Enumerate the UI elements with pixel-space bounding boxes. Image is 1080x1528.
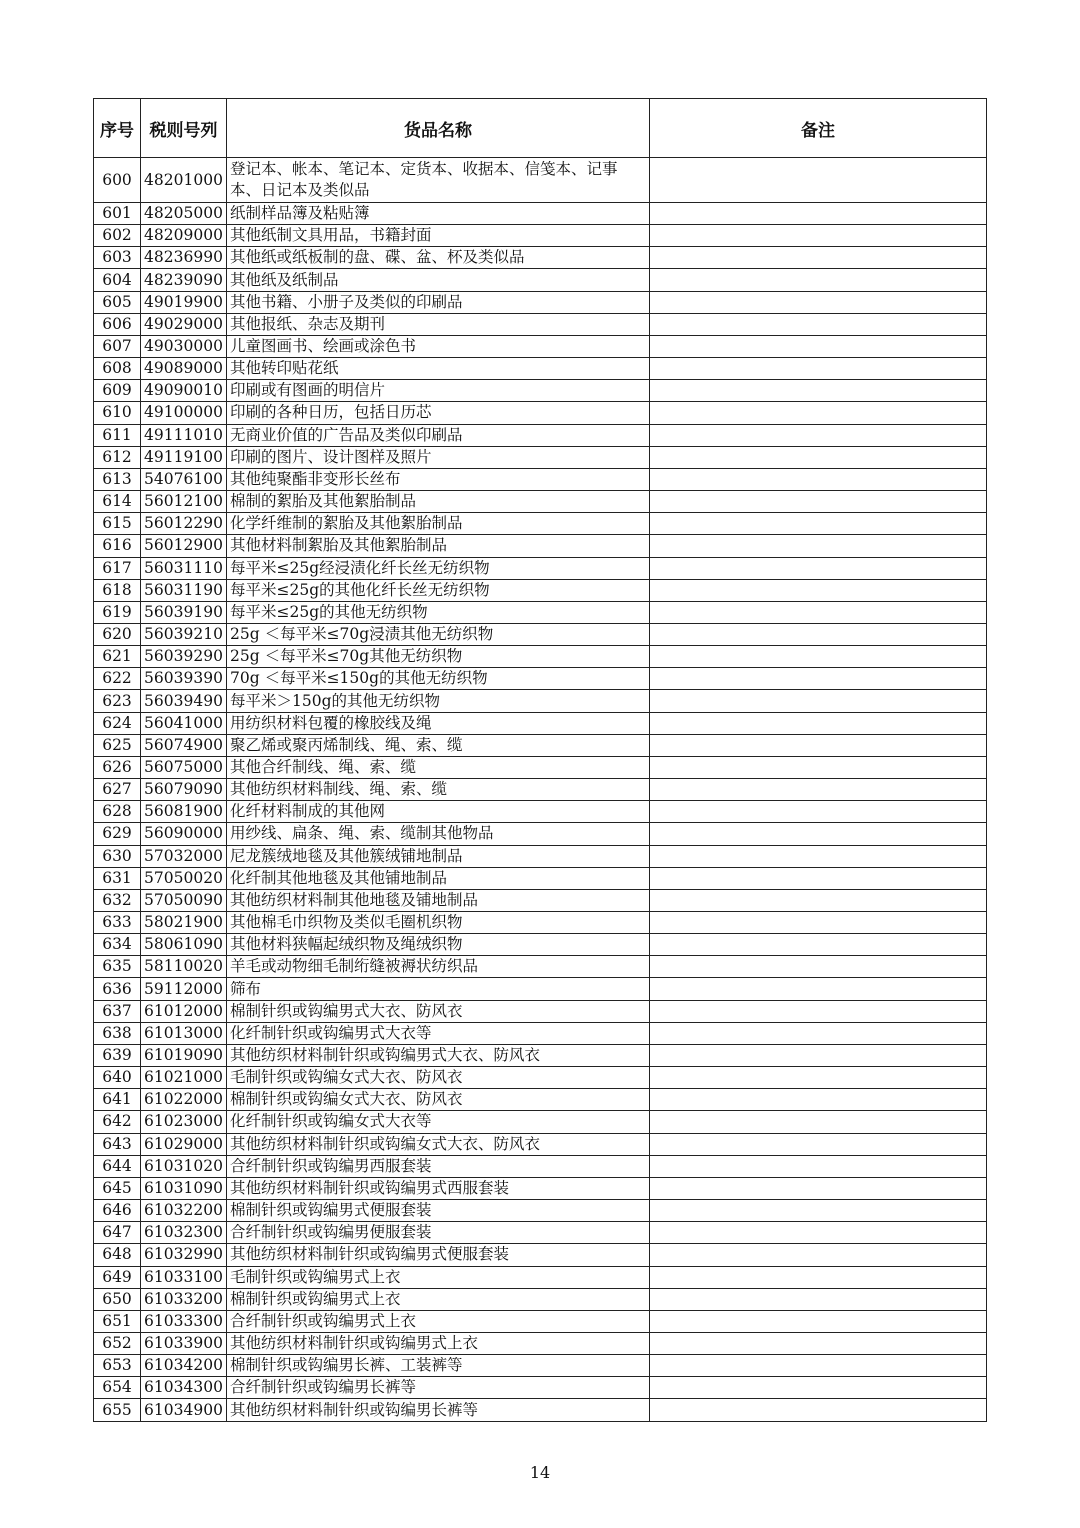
goods-name-cell: 聚乙烯或聚丙烯制线、绳、索、缆 [227, 734, 650, 756]
goods-name-cell: 儿童图画书、绘画或涂色书 [227, 335, 650, 357]
goods-name-cell: 每平米≤25g的其他化纤长丝无纺织物 [227, 579, 650, 601]
remarks-cell [650, 1111, 987, 1133]
goods-name-cell: 筛布 [227, 978, 650, 1000]
table-row [94, 690, 987, 712]
table-row [94, 225, 987, 247]
tariff-code-cell: 61033300 [141, 1310, 227, 1332]
serial-number-cell: 617 [94, 557, 141, 579]
remarks-cell [650, 358, 987, 380]
tariff-code-cell: 58110020 [141, 956, 227, 978]
goods-name-cell: 其他纺织材料制针织或钩编男式大衣、防风衣 [227, 1044, 650, 1066]
goods-name-cell: 印刷或有图画的明信片 [227, 380, 650, 402]
table-row [94, 446, 987, 468]
tariff-code-cell: 56074900 [141, 734, 227, 756]
table-row [94, 712, 987, 734]
goods-name-cell: 无商业价值的广告品及类似印刷品 [227, 424, 650, 446]
serial-number-cell: 606 [94, 313, 141, 335]
header-goods-name: 货品名称 [227, 99, 650, 158]
goods-name-cell: 其他纸制文具用品，书籍封面 [227, 225, 650, 247]
serial-number-cell: 626 [94, 756, 141, 778]
remarks-cell [650, 291, 987, 313]
goods-name-cell: 用纱线、扁条、绳、索、缆制其他物品 [227, 823, 650, 845]
table-row [94, 1044, 987, 1066]
remarks-cell [650, 668, 987, 690]
table-row [94, 1067, 987, 1089]
goods-name-cell: 其他纺织材料制针织或钩编男式上衣 [227, 1332, 650, 1354]
remarks-cell [650, 978, 987, 1000]
table-row [94, 912, 987, 934]
tariff-code-cell: 58021900 [141, 912, 227, 934]
header-tariff-code: 税则号列 [141, 99, 227, 158]
goods-name-cell: 羊毛或动物细毛制绗缝被褥状纺织品 [227, 956, 650, 978]
goods-name-cell: 化纤制针织或钩编男式大衣等 [227, 1022, 650, 1044]
table-row [94, 424, 987, 446]
goods-name-cell: 其他材料狭幅起绒织物及绳绒织物 [227, 934, 650, 956]
tariff-code-cell: 56081900 [141, 801, 227, 823]
remarks-cell [650, 1355, 987, 1377]
table-row [94, 1111, 987, 1133]
goods-name-cell: 25g ＜每平米≤70g其他无纺织物 [227, 646, 650, 668]
tariff-code-cell: 54076100 [141, 468, 227, 490]
tariff-code-cell: 61031020 [141, 1155, 227, 1177]
goods-name-cell: 棉制针织或钩编男式便服套装 [227, 1200, 650, 1222]
table-row [94, 358, 987, 380]
page-number: 14 [529, 1463, 551, 1482]
serial-number-cell: 633 [94, 912, 141, 934]
goods-name-cell: 毛制针织或钩编男式上衣 [227, 1266, 650, 1288]
goods-name-cell: 其他棉毛巾织物及类似毛圈机织物 [227, 912, 650, 934]
tariff-code-cell: 61034900 [141, 1399, 227, 1421]
serial-number-cell: 632 [94, 889, 141, 911]
goods-table [93, 98, 987, 1422]
serial-number-cell: 610 [94, 402, 141, 424]
remarks-cell [650, 623, 987, 645]
goods-name-cell: 其他转印贴花纸 [227, 358, 650, 380]
tariff-code-cell: 61012000 [141, 1000, 227, 1022]
table-row [94, 1266, 987, 1288]
serial-number-cell: 630 [94, 845, 141, 867]
goods-name-cell: 纸制样品簿及粘贴簿 [227, 203, 650, 225]
tariff-code-cell: 56039190 [141, 601, 227, 623]
goods-name-cell: 每平米≤25g的其他无纺织物 [227, 601, 650, 623]
serial-number-cell: 654 [94, 1377, 141, 1399]
serial-number-cell: 622 [94, 668, 141, 690]
serial-number-cell: 642 [94, 1111, 141, 1133]
remarks-cell [650, 557, 987, 579]
remarks-cell [650, 468, 987, 490]
remarks-cell [650, 823, 987, 845]
table-row [94, 1222, 987, 1244]
remarks-cell [650, 247, 987, 269]
table-row [94, 1332, 987, 1354]
serial-number-cell: 625 [94, 734, 141, 756]
serial-number-cell: 638 [94, 1022, 141, 1044]
table-row [94, 934, 987, 956]
remarks-cell [650, 1244, 987, 1266]
serial-number-cell: 648 [94, 1244, 141, 1266]
goods-name-cell: 其他纺织材料制针织或钩编男长裤等 [227, 1399, 650, 1421]
goods-name-cell: 棉制的絮胎及其他絮胎制品 [227, 491, 650, 513]
table-row [94, 734, 987, 756]
table-row [94, 468, 987, 490]
tariff-code-cell: 49030000 [141, 335, 227, 357]
remarks-cell [650, 912, 987, 934]
tariff-code-cell: 49090010 [141, 380, 227, 402]
serial-number-cell: 600 [94, 158, 141, 203]
goods-name-cell: 化纤制针织或钩编女式大衣等 [227, 1111, 650, 1133]
tariff-code-cell: 48236990 [141, 247, 227, 269]
goods-name-cell: 其他纸及纸制品 [227, 269, 650, 291]
tariff-code-cell: 57050090 [141, 889, 227, 911]
goods-name-cell: 其他材料制絮胎及其他絮胎制品 [227, 535, 650, 557]
remarks-cell [650, 712, 987, 734]
table-row [94, 313, 987, 335]
remarks-cell [650, 1288, 987, 1310]
goods-name-cell: 棉制针织或钩编男式上衣 [227, 1288, 650, 1310]
serial-number-cell: 653 [94, 1355, 141, 1377]
table-row [94, 1133, 987, 1155]
remarks-cell [650, 158, 987, 203]
serial-number-cell: 618 [94, 579, 141, 601]
table-row [94, 1399, 987, 1421]
tariff-code-cell: 61034200 [141, 1355, 227, 1377]
remarks-cell [650, 446, 987, 468]
serial-number-cell: 609 [94, 380, 141, 402]
table-row [94, 867, 987, 889]
goods-name-cell: 其他合纤制线、绳、索、缆 [227, 756, 650, 778]
serial-number-cell: 636 [94, 978, 141, 1000]
remarks-cell [650, 1044, 987, 1066]
serial-number-cell: 602 [94, 225, 141, 247]
tariff-code-cell: 56031190 [141, 579, 227, 601]
table-row [94, 158, 987, 203]
tariff-code-cell: 61019090 [141, 1044, 227, 1066]
goods-name-cell: 合纤制针织或钩编男便服套装 [227, 1222, 650, 1244]
serial-number-cell: 639 [94, 1044, 141, 1066]
table-row [94, 978, 987, 1000]
remarks-cell [650, 1000, 987, 1022]
goods-name-cell: 其他纺织材料制针织或钩编男式西服套装 [227, 1177, 650, 1199]
tariff-code-cell: 57032000 [141, 845, 227, 867]
remarks-cell [650, 956, 987, 978]
table-row [94, 1288, 987, 1310]
serial-number-cell: 652 [94, 1332, 141, 1354]
goods-name-cell: 尼龙簇绒地毯及其他簇绒铺地制品 [227, 845, 650, 867]
table-row [94, 646, 987, 668]
tariff-code-cell: 56039390 [141, 668, 227, 690]
remarks-cell [650, 491, 987, 513]
tariff-code-cell: 61033100 [141, 1266, 227, 1288]
goods-name-cell: 印刷的各种日历，包括日历芯 [227, 402, 650, 424]
table-row [94, 845, 987, 867]
remarks-cell [650, 1089, 987, 1111]
goods-name-cell: 每平米≤25g经浸渍化纤长丝无纺织物 [227, 557, 650, 579]
remarks-cell [650, 1222, 987, 1244]
remarks-cell [650, 1067, 987, 1089]
serial-number-cell: 629 [94, 823, 141, 845]
serial-number-cell: 635 [94, 956, 141, 978]
tariff-code-cell: 61031090 [141, 1177, 227, 1199]
remarks-cell [650, 1332, 987, 1354]
goods-name-cell: 其他纯聚酯非变形长丝布 [227, 468, 650, 490]
tariff-code-cell: 48201000 [141, 158, 227, 203]
goods-name-cell: 其他纺织材料制针织或钩编男式便服套装 [227, 1244, 650, 1266]
remarks-cell [650, 1177, 987, 1199]
tariff-code-cell: 56075000 [141, 756, 227, 778]
table-row [94, 513, 987, 535]
remarks-cell [650, 225, 987, 247]
serial-number-cell: 651 [94, 1310, 141, 1332]
serial-number-cell: 615 [94, 513, 141, 535]
goods-name-cell: 其他书籍、小册子及类似的印刷品 [227, 291, 650, 313]
goods-name-cell: 毛制针织或钩编女式大衣、防风衣 [227, 1067, 650, 1089]
goods-name-cell: 登记本、帐本、笔记本、定货本、收据本、信笺本、记事本、日记本及类似品 [227, 158, 650, 203]
table-row [94, 1089, 987, 1111]
table-row [94, 1000, 987, 1022]
tariff-code-cell: 56041000 [141, 712, 227, 734]
table-row [94, 756, 987, 778]
tariff-code-cell: 58061090 [141, 934, 227, 956]
tariff-code-cell: 61021000 [141, 1067, 227, 1089]
table-row [94, 1177, 987, 1199]
remarks-cell [650, 269, 987, 291]
serial-number-cell: 623 [94, 690, 141, 712]
goods-name-cell: 其他纸或纸板制的盘、碟、盆、杯及类似品 [227, 247, 650, 269]
table-row [94, 203, 987, 225]
remarks-cell [650, 579, 987, 601]
serial-number-cell: 614 [94, 491, 141, 513]
serial-number-cell: 619 [94, 601, 141, 623]
table-row [94, 956, 987, 978]
remarks-cell [650, 313, 987, 335]
serial-number-cell: 608 [94, 358, 141, 380]
tariff-code-cell: 49029000 [141, 313, 227, 335]
table-row [94, 668, 987, 690]
tariff-code-cell: 56039290 [141, 646, 227, 668]
table-row [94, 402, 987, 424]
goods-name-cell: 化纤材料制成的其他网 [227, 801, 650, 823]
tariff-code-cell: 61029000 [141, 1133, 227, 1155]
tariff-code-cell: 48205000 [141, 203, 227, 225]
serial-number-cell: 621 [94, 646, 141, 668]
tariff-code-cell: 61013000 [141, 1022, 227, 1044]
table-row [94, 291, 987, 313]
goods-name-cell: 合纤制针织或钩编男式上衣 [227, 1310, 650, 1332]
serial-number-cell: 620 [94, 623, 141, 645]
goods-name-cell: 用纺织材料包覆的橡胶线及绳 [227, 712, 650, 734]
table-row [94, 1244, 987, 1266]
table-row [94, 823, 987, 845]
goods-name-cell: 印刷的图片、设计图样及照片 [227, 446, 650, 468]
tariff-code-cell: 61032200 [141, 1200, 227, 1222]
serial-number-cell: 604 [94, 269, 141, 291]
remarks-cell [650, 513, 987, 535]
table-row [94, 623, 987, 645]
table-body [94, 158, 987, 1422]
tariff-code-cell: 56012290 [141, 513, 227, 535]
serial-number-cell: 624 [94, 712, 141, 734]
remarks-cell [650, 934, 987, 956]
table-row [94, 779, 987, 801]
tariff-code-cell: 48209000 [141, 225, 227, 247]
table-header-row [94, 99, 987, 158]
tariff-code-cell: 57050020 [141, 867, 227, 889]
tariff-code-cell: 61033900 [141, 1332, 227, 1354]
serial-number-cell: 643 [94, 1133, 141, 1155]
table-row [94, 1155, 987, 1177]
remarks-cell [650, 734, 987, 756]
table-row [94, 889, 987, 911]
remarks-cell [650, 402, 987, 424]
remarks-cell [650, 867, 987, 889]
table-row [94, 1310, 987, 1332]
goods-name-cell: 每平米＞150g的其他无纺织物 [227, 690, 650, 712]
remarks-cell [650, 756, 987, 778]
header-remarks: 备注 [650, 99, 987, 158]
tariff-code-cell: 61033200 [141, 1288, 227, 1310]
remarks-cell [650, 535, 987, 557]
serial-number-cell: 640 [94, 1067, 141, 1089]
tariff-code-cell: 61032990 [141, 1244, 227, 1266]
table-row [94, 535, 987, 557]
tariff-code-cell: 49119100 [141, 446, 227, 468]
table-row [94, 247, 987, 269]
serial-number-cell: 641 [94, 1089, 141, 1111]
serial-number-cell: 649 [94, 1266, 141, 1288]
serial-number-cell: 644 [94, 1155, 141, 1177]
remarks-cell [650, 1200, 987, 1222]
remarks-cell [650, 1266, 987, 1288]
remarks-cell [650, 335, 987, 357]
tariff-code-cell: 56039490 [141, 690, 227, 712]
table-row [94, 1200, 987, 1222]
goods-name-cell: 合纤制针织或钩编男西服套装 [227, 1155, 650, 1177]
tariff-code-cell: 61034300 [141, 1377, 227, 1399]
header-serial-number: 序号 [94, 99, 141, 158]
remarks-cell [650, 1399, 987, 1421]
remarks-cell [650, 601, 987, 623]
serial-number-cell: 603 [94, 247, 141, 269]
serial-number-cell: 607 [94, 335, 141, 357]
serial-number-cell: 628 [94, 801, 141, 823]
table-row [94, 1022, 987, 1044]
serial-number-cell: 612 [94, 446, 141, 468]
remarks-cell [650, 845, 987, 867]
tariff-code-cell: 49089000 [141, 358, 227, 380]
tariff-code-cell: 49019900 [141, 291, 227, 313]
tariff-code-cell: 56012100 [141, 491, 227, 513]
goods-name-cell: 棉制针织或钩编男长裤、工装裤等 [227, 1355, 650, 1377]
tariff-code-cell: 61032300 [141, 1222, 227, 1244]
table-row [94, 601, 987, 623]
goods-name-cell: 其他报纸、杂志及期刊 [227, 313, 650, 335]
serial-number-cell: 631 [94, 867, 141, 889]
goods-name-cell: 化纤制其他地毯及其他铺地制品 [227, 867, 650, 889]
tariff-code-cell: 48239090 [141, 269, 227, 291]
remarks-cell [650, 1155, 987, 1177]
serial-number-cell: 613 [94, 468, 141, 490]
goods-name-cell: 棉制针织或钩编女式大衣、防风衣 [227, 1089, 650, 1111]
goods-name-cell: 其他纺织材料制其他地毯及铺地制品 [227, 889, 650, 911]
tariff-code-cell: 49111010 [141, 424, 227, 446]
remarks-cell [650, 690, 987, 712]
table-row [94, 491, 987, 513]
remarks-cell [650, 203, 987, 225]
tariff-code-cell: 61022000 [141, 1089, 227, 1111]
remarks-cell [650, 424, 987, 446]
serial-number-cell: 627 [94, 779, 141, 801]
table-row [94, 380, 987, 402]
serial-number-cell: 646 [94, 1200, 141, 1222]
goods-name-cell: 棉制针织或钩编男式大衣、防风衣 [227, 1000, 650, 1022]
serial-number-cell: 611 [94, 424, 141, 446]
goods-name-cell: 化学纤维制的絮胎及其他絮胎制品 [227, 513, 650, 535]
tariff-code-cell: 59112000 [141, 978, 227, 1000]
table-row [94, 1377, 987, 1399]
remarks-cell [650, 1310, 987, 1332]
table-row [94, 579, 987, 601]
goods-name-cell: 70g ＜每平米≤150g的其他无纺织物 [227, 668, 650, 690]
goods-name-cell: 25g ＜每平米≤70g浸渍其他无纺织物 [227, 623, 650, 645]
serial-number-cell: 637 [94, 1000, 141, 1022]
tariff-code-cell: 56079090 [141, 779, 227, 801]
serial-number-cell: 655 [94, 1399, 141, 1421]
tariff-code-cell: 61023000 [141, 1111, 227, 1133]
tariff-code-cell: 49100000 [141, 402, 227, 424]
remarks-cell [650, 801, 987, 823]
serial-number-cell: 601 [94, 203, 141, 225]
tariff-code-cell: 56039210 [141, 623, 227, 645]
remarks-cell [650, 1133, 987, 1155]
remarks-cell [650, 1377, 987, 1399]
goods-name-cell: 合纤制针织或钩编男长裤等 [227, 1377, 650, 1399]
table-row [94, 1355, 987, 1377]
serial-number-cell: 650 [94, 1288, 141, 1310]
remarks-cell [650, 380, 987, 402]
serial-number-cell: 645 [94, 1177, 141, 1199]
serial-number-cell: 647 [94, 1222, 141, 1244]
remarks-cell [650, 646, 987, 668]
goods-name-cell: 其他纺织材料制针织或钩编女式大衣、防风衣 [227, 1133, 650, 1155]
serial-number-cell: 634 [94, 934, 141, 956]
table-row [94, 801, 987, 823]
tariff-code-cell: 56031110 [141, 557, 227, 579]
serial-number-cell: 605 [94, 291, 141, 313]
serial-number-cell: 616 [94, 535, 141, 557]
tariff-code-cell: 56012900 [141, 535, 227, 557]
remarks-cell [650, 1022, 987, 1044]
table-row [94, 335, 987, 357]
table-row [94, 557, 987, 579]
remarks-cell [650, 779, 987, 801]
remarks-cell [650, 889, 987, 911]
tariff-code-cell: 56090000 [141, 823, 227, 845]
table-row [94, 269, 987, 291]
goods-name-cell: 其他纺织材料制线、绳、索、缆 [227, 779, 650, 801]
